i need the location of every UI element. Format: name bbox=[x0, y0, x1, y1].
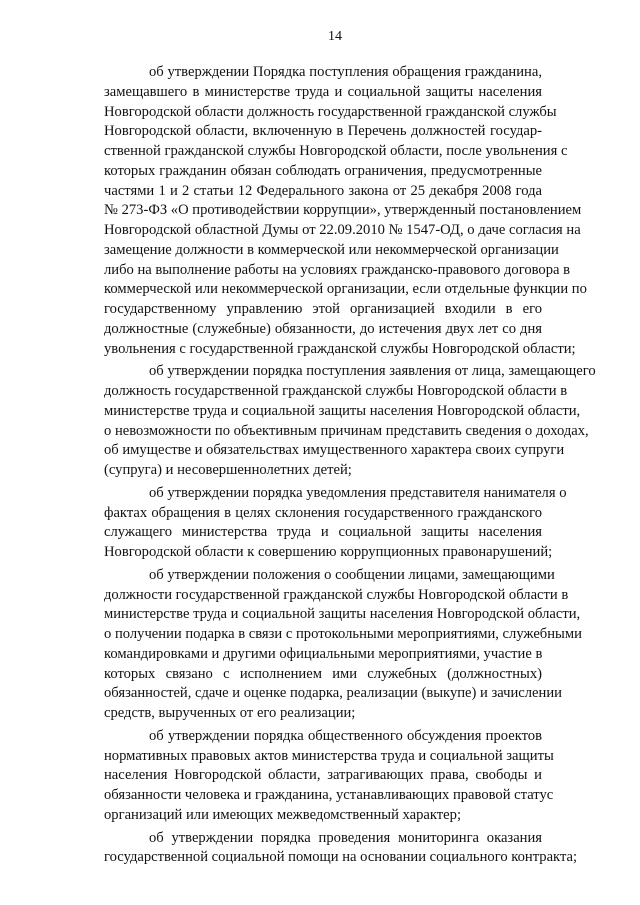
paragraph bbox=[104, 484, 567, 563]
text-line: обязанностей, сдаче и оценке подарка, реализации (выкупе) и зачислении bbox=[104, 685, 562, 702]
text-line: об утверждении порядка проведения мониторинга оказания bbox=[149, 829, 542, 846]
text-line: населения Новгородской области, затрагивающих права, свободы и bbox=[104, 767, 542, 784]
paragraph bbox=[104, 63, 587, 359]
text-line: средств, вырученных от его реализации; bbox=[104, 705, 356, 721]
text-line: Новгородской области должность государственной гражданской службы bbox=[104, 103, 557, 120]
paragraph bbox=[104, 829, 578, 869]
text-line: замещавшего в министерстве труда и социальной защиты населения bbox=[104, 83, 542, 100]
text-line: об утверждении Порядка поступления обращения гражданина, bbox=[149, 64, 542, 80]
document-body bbox=[104, 60, 596, 868]
text-line: министерстве труда и социальной защиты населения Новгородской области, bbox=[104, 402, 581, 419]
text-line: об утверждении порядка общественного обсуждения проектов bbox=[149, 727, 542, 744]
text-line: об имуществе и обязательствах имущественного характера своих супруги bbox=[104, 442, 565, 459]
paragraph bbox=[104, 566, 582, 724]
text-line: об утверждении порядка уведомления представителя нанимателя о bbox=[149, 484, 567, 501]
paragraph bbox=[104, 362, 596, 481]
paragraph bbox=[104, 727, 554, 826]
text-line: министерстве труда и социальной защиты населения Новгородской области, bbox=[104, 606, 581, 623]
text-line: организаций или имеющих межведомственный характер; bbox=[104, 806, 462, 823]
text-line: (супруга) и несовершеннолетних детей; bbox=[104, 462, 352, 478]
text-line: Новгородской области, включенную в Перечень должностей государ- bbox=[104, 123, 542, 140]
text-line: № 273-ФЗ «О противодействии коррупции», утвержденный постановлением bbox=[104, 202, 582, 219]
text-line: служащего министерства труда и социальной защиты населения bbox=[104, 524, 542, 541]
text-line: должности государственной гражданской службы Новгородской области в bbox=[104, 586, 569, 603]
text-line: должность государственной гражданской службы Новгородской области в bbox=[104, 383, 568, 399]
text-line: государственному управлению этой организацией входили в его bbox=[104, 301, 542, 317]
text-line: увольнения с государственной гражданской службы Новгородской области; bbox=[104, 340, 576, 357]
text-line: Новгородской области к совершению коррупционных правонарушений; bbox=[104, 544, 553, 560]
text-line: Новгородской областной Думы от 22.09.2010 № 1547-ОД, о даче согласия на bbox=[104, 222, 581, 238]
text-line: должностные (служебные) обязанности, до истечения двух лет со дня bbox=[104, 320, 542, 337]
text-line: частями 1 и 2 статьи 12 Федерального закона от 25 декабря 2008 года bbox=[104, 182, 542, 199]
text-line: которых связано с исполнением ими служебных (должностных) bbox=[104, 665, 542, 682]
page-number: 14 bbox=[328, 29, 342, 44]
text-line: замещение должности в коммерческой или некоммерческой организации bbox=[104, 241, 559, 258]
text-line: об утверждении порядка поступления заявления от лица, замещающего bbox=[149, 363, 596, 380]
text-line: которых гражданин обязан соблюдать ограничения, предусмотренные bbox=[104, 162, 542, 179]
text-line: либо на выполнение работы на условиях гражданско-правового договора в bbox=[104, 261, 571, 278]
text-line: коммерческой или некоммерческой организации, если отдельные функции по bbox=[104, 281, 587, 298]
text-line: о получении подарка в связи с протокольными мероприятиями, служебными bbox=[104, 626, 582, 642]
text-line: фактах обращения в целях склонения государственного гражданского bbox=[104, 504, 542, 521]
text-line: о невозможности по объективным причинам представить сведения о доходах, bbox=[104, 422, 589, 439]
text-line: командировками и другими официальными мероприятиями, участие в bbox=[104, 645, 543, 662]
text-line: нормативных правовых актов министерства труда и социальной защиты bbox=[104, 747, 554, 764]
text-line: об утверждении положения о сообщении лицами, замещающими bbox=[149, 566, 555, 583]
text-line: ственной гражданской службы Новгородской области, после увольнения с bbox=[104, 143, 568, 159]
text-line: обязанности человека и гражданина, устанавливающих правовой статус bbox=[104, 787, 554, 803]
text-line: государственной социальной помощи на основании социального контракта; bbox=[104, 849, 578, 866]
